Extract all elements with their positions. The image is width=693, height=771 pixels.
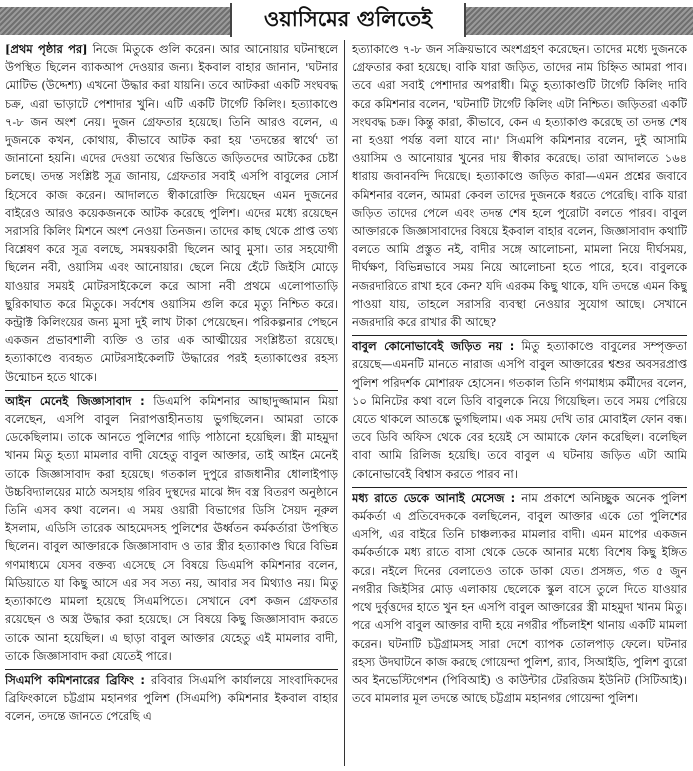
section-babul-not-involved xyxy=(352,335,687,483)
law-interrogation-text: ডিএমপি কমিশনার আছাদুজ্জামান মিয়া বলেছেন, এসপি বাবুল নিরাপত্তাহীনতায় ভুগছিলেন। আমরা তাকে ডেকেছিলাম। তাকে আনতে পুলিশের গাড়ি পাঠানো হয়েছিল। স্ত্রী মাহমুদা খানম মিতু হত্যা মামলার বাদী যেহেতু বাবুল আক্তার, তাই আইন মেনেই তাকে জিজ্ঞাসাবাদ করা হয়েছে। গতকাল দুপুরে রাজধানীর ধোলাইপাড় উচ্চবিদ্যালয়ের মাঠে অসহায় গরিব দুস্থদের মাঝে ঈদ বস্ত্র বিতরণ অনুষ্ঠানে তিনি এসব কথা বলেন। এ সময় ওয়ারী বিভাগের ডিসি সৈয়দ নূরুল ইসলাম, এডিসি তারেক আহমেদসহ পুলিশের ঊর্ধ্বতন কর্মকর্তারা উপস্থিত ছিলেন। বাবুল আক্তারকে জিজ্ঞাসাবাদ ও তার স্ত্রীর হত্যাকাণ্ড ঘিরে বিভিন্ন গণমাধ্যমে যেসব বক্তব্য এসেছে সে বিষয়ে ডিএমপি কমিশনার বলেন, মিডিয়াতে যা কিছু আসে এর সব সত্য নয়, আবার সব মিথ্যাও নয়। মিতু হত্যাকাণ্ডে মামলা হয়েছে সিএমপিতে। সেখানে বেশ কজন গ্রেফতার রয়েছেন ও অস্ত্র উদ্ধার করা হয়েছে। সে বিষয়ে কিছু জিজ্ঞাসাবাদ করতে তাকে আনা হয়েছিল। এ ছাড়া বাবুল আক্তার যেহেতু এই মামলার বাদী, তাকে জিজ্ঞাসাবাদ করা যেতেই পারে। xyxy=(5,393,338,663)
headline-box xyxy=(230,3,466,37)
intro-paragraph xyxy=(5,40,338,386)
midnight-message-text: নাম প্রকাশে অনিচ্ছুক অনেক পুলিশ কর্মকর্তা এ প্রতিবেদককে বলছিলেন, বাবুল আক্তার একে তো পুলিশের এসপি, এর বাইরে তিনি চাঞ্চল্যকর মামলার বাদী। এমন মাপের একজন কর্মকর্তাকে মধ্য রাতে বাসা থেকে ডেকে আনার মধ্যে বিশেষ কিছু ইঙ্গিত করে। নইলে দিনের বেলাতেও তাকে ডাকা যেত। প্রসঙ্গত, গত ৫ জুন নগরীর জিইসির মোড় এলাকায় ছেলেকে স্কুল বাসে তুলে দিতে যাওয়ার পথে দুর্বৃত্তদের হাতে খুন হন এসপি বাবুল আক্তারের স্ত্রী মাহমুদা খানম মিতু। পরে এসপি বাবুল আক্তার বাদী হয়ে নগরীর পাঁচলাইশ থানায় একটি মামলা করেন। ঘটনাটি চট্টগ্রামসহ সারা দেশে ব্যাপক তোলপাড় ফেলে। ঘটনার রহস্য উদঘাটনে কাজ করছে গোয়েন্দা পুলিশ, র‌্যাব, সিআইডি, পুলিশ ব্যুরো অব ইনভেস্টিগেশন (পিবিআই) ও কাউন্টার টেররিজম ইউনিট (সিটিআই)। তবে মামলার মূল তদন্তে আছে চট্টগ্রাম মহানগর গোয়েন্দা পুলিশ। xyxy=(352,490,687,706)
subheading-cmp-briefing: সিএমপি কমিশনারের ব্রিফিং : xyxy=(5,672,145,687)
subheading-babul-not-involved: বাবুল কোনোভাবেই জড়িত নয় : xyxy=(352,339,515,354)
headline: ওয়াসিমের গুলিতেই xyxy=(263,6,433,31)
babul-not-involved-text: মিতু হত্যাকাণ্ডে বাবুলের সম্পৃক্ততা রয়েছে—এমনটি মানতে নারাজ এসপি বাবুল আক্তারের শ্বশুর অবসরপ্রাপ্ত পুলিশ পরিদর্শক মোশারফ হোসেন। গতকাল তিনি গণমাধ্যম কর্মীদের বলেন, ১০ মিনিটের কথা বলে ডিবি বাবুলকে নিয়ে গিয়েছিল। তবে সময় পেরিয়ে যেতে থাকলে আতঙ্কে ভুগছিলাম। এক সময় দেখি তার মোবাইল ফোন বন্ধ। তবে ডিবি অফিস থেকে বের হয়েই সে আমাকে ফোন করেছিল। বলেছিল বাবা আমি রিলিজ হয়েছি। তবে বাবুল এ ঘটনায় জড়িত এটা আমি কোনোভাবেই বিশ্বাস করতে পারব না। xyxy=(352,339,687,481)
subheading-midnight-message: মধ্য রাতে ডেকে আনাই মেসেজ : xyxy=(352,490,516,505)
continued-text: হত্যাকাণ্ডে ৭-৮ জন সক্রিয়ভাবে অংশগ্রহণ করেছেন। তাদের মধ্যে দুজনকে গ্রেফতার করা হয়েছে। বাকি যারা জড়িত, তাদের নাম চিহ্নিত আমরা পাব। তবে এরা সবাই পেশাদার অপরাধী। মিতু হত্যাকাণ্ডটি টার্গেট কিলিং দাবি করে কমিশনার বলেন, 'ঘটনাটি টার্গেট কিলিং এটা নিশ্চিত। জড়িতরা একটি সংঘবদ্ধ চক্র। কিন্তু কারা, কীভাবে, কেন এ হত্যাকাণ্ড করেছে তা তদন্ত শেষ না হওয়া পর্যন্ত বলা যাবে না।' সিএমপি কমিশনার বলেন, দুই আসামি ওয়াসিম ও আনোয়ার খুনের দায় স্বীকার করেছে। তারা আদালতে ১৬৪ ধারায় জবানবন্দি দিয়েছে। হত্যাকাণ্ডে জড়িত কারা—এমন প্রশ্নের জবাবে কমিশনার বলেন, আমরা কেবল তাদের দুজনকে ধরতে পেরেছি। বাকি যারা জড়িত তাদের পেলে এবং তদন্ত শেষ হলে পুরোটা বলতে পারব। বাবুল আক্তারকে জিজ্ঞাসাবাদের বিষয়ে ইকবাল বাহার বলেন, জিজ্ঞাসাবাদ কথাটি বলতে আমি প্রস্তুত নই, বাদীর সঙ্গে আলোচনা, মামলা নিয়ে দীর্ঘসময়, দীর্ঘক্ষণ, বিভিন্নভাবে সময় নিয়ে আলোচনা হতে পারে, হবে। বাবুলকে নজরদারিতে রাখা হবে কেন? যদি এরকম কিছু থাকে, যদি তদন্তে এমন কিছু পাওয়া যায়, তাহলে সরাসরি ব্যবস্থা নেওয়ার সুযোগ আছে। সেখানে নজরদারি করে রাখার কী আছে? xyxy=(352,42,687,330)
section-midnight-message xyxy=(352,487,687,707)
column-divider xyxy=(344,40,345,766)
continued-paragraph xyxy=(352,40,687,331)
cmp-briefing-text: রবিবার সিএমপি কার্যালয়ে সাংবাদিকদের ব্রিফিংকালে চট্টগ্রাম মহানগর পুলিশ (সিএমপি) কমিশনার ইকবাল বাহার বলেন, তদন্তে জানতে পেরেছি এ xyxy=(5,672,338,724)
right-column xyxy=(352,40,687,766)
subheading-law-interrogation: আইন মেনেই জিজ্ঞাসাবাদ : xyxy=(5,393,145,408)
left-column xyxy=(5,40,338,766)
intro-text: নিজে মিতুকে গুলি করেন। আর আনোয়ার ঘটনাস্থলে উপস্থিত ছিলেন ব্যাকআপ দেওয়ার জন্য। ইকবাল বাহার জানান, 'ঘটনার মোটিভ (উদ্দেশ্য) এখনো উদ্ধার করা যায়নি। তবে আটকরা একটি সংঘবদ্ধ চক্র, এরা ভাড়াটে পেশাদার খুনি। এটি একটি টার্গেট কিলিং। হত্যাকাণ্ডে ৭-৮ জন অংশ নেয়। দুজন গ্রেফতার হয়েছে। তিনি আরও বলেন, এ দুজনকে কখন, কোথায়, কীভাবে আটক করা হয় 'তদন্তের স্বার্থে' তা জানানো হয়নি। এদের দেওয়া তথ্যের ভিত্তিতে জড়িতদের আটকের চেষ্টা চলছে। তদন্ত সংশ্লিষ্ট সূত্র জানায়, গ্রেফতার সবাই এসপি বাবুলের সোর্স হিসেবে কাজ করেন। আদালতে স্বীকারোক্তি দিয়েছেন এমন দুজনের বাইরেও আরও কয়েকজনকে আটক করেছে পুলিশ। এদের মধ্যে রয়েছেন সরাসরি কিলিং মিশনে অংশ নেওয়া তিনজন। তাদের কাছ থেকে প্রাপ্ত তথ্য বিশ্লেষণ করে সূত্র বলছে, সমন্বয়কারী ছিলেন আবু মুসা। তার সহযোগী ছিলেন নবী, ওয়াসিম এবং আনোয়ার। ছেলে নিয়ে হেঁটে জিইসি মোড়ে যাওয়ার সময়ই মোটরসাইকেলে করে আসা নবী প্রথমে এলোপাতাড়ি ছুরিকাঘাত করে মিতুকে। সর্বশেষ ওয়াসিম গুলি করে মৃত্যু নিশ্চিত করে। কন্ট্রাক্ট কিলিংয়ের জন্য মুসা দুই লাখ টাকা পেয়েছেন। পরিকল্পনার পেছনে একজন প্রভাবশালী ব্যক্তি ও তার এক আত্মীয়ের সংশ্লিষ্টতা রয়েছে। হত্যাকাণ্ডে ব্যবহৃত মোটরসাইকেলটি উদ্ধারের পরই হত্যাকাণ্ডের রহস্য উন্মোচন হতে থাকে। xyxy=(5,42,338,384)
section-law-interrogation xyxy=(5,390,338,665)
continuation-kicker: [প্রথম পৃষ্ঠার পর] xyxy=(5,42,88,56)
section-cmp-briefing xyxy=(5,669,338,726)
